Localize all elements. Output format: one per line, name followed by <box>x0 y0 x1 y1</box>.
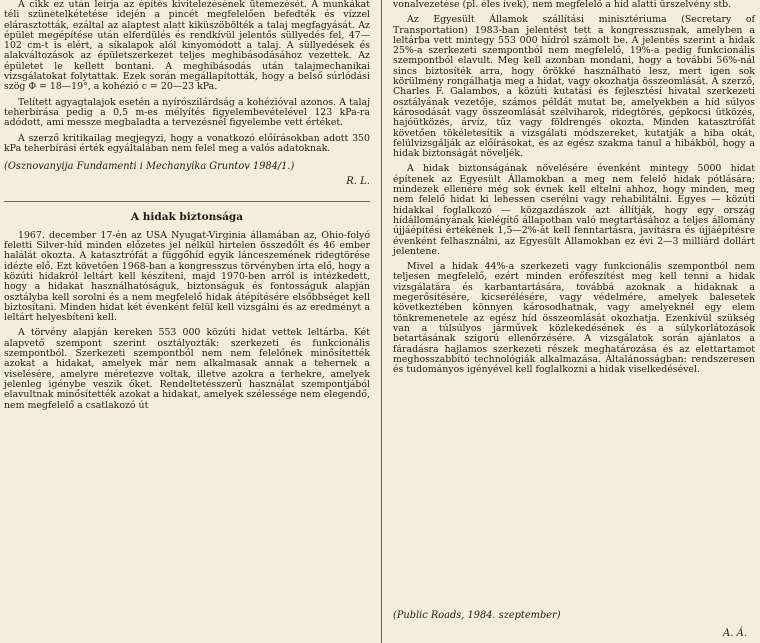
left-paragraph-3: A szerző kritikailag megjegyzi, hogy a vonatkozó előírásokban adott 350 kPa teherbírási érték egyáltalában nem felel meg a valós adatoknak. <box>4 132 370 154</box>
section-divider <box>4 201 370 202</box>
left-paragraph-5: A törvény alapján kereken 553 000 közúti hidat vettek leltárba. Két alapvető szempont szerint osztályozták: szerkezeti és funkcionális szempontból. Szerkezeti szempontból nem nem felelőnek minősítették azokat a hidakat, amelyek már nem alkalmasak annak a tehernek a viselésére, amelyre méretezve voltak, illetve azokra a terhekre, amelyek jelenleg igénybe veszik őket. Rendeltetésszerű használat szempontjából elavultnak minősítették azokat a hidakat, amelyek szélessége nem elegendő, nem megfelelő a csatlakozó út <box>4 327 370 411</box>
right-signature: A. Á. <box>723 627 747 639</box>
article-title: A hidak biztonsága <box>130 211 244 224</box>
left-citation: (Osznovanyija Fundamenti i Mechanyika Gruntov 1984/1.) <box>4 161 295 173</box>
right-citation: (Public Roads, 1984. szeptember) <box>393 609 561 621</box>
column-rule <box>381 0 382 643</box>
left-paragraph-4: 1967. december 17-én az USA Nyugat-Virginia államában az, Ohio-folyó feletti Silver-híd minden előzetes jel nélkül hirtelen összedőlt és 46 ember halálát okozta. A katasztrófát a függőhíd egyik lánceszemének ridegtörése idézte elő. Ezt követően 1968-ban a kongresszus törvényben írta elő, hogy a közúti hidakról leltárt kell készíteni, majd 1970-ben arról is intézkedett, hogy a hidakat használhatóságuk, biztonságuk és fontosságuk alapján osztályba kell sorolni és a nem megfelelő hidak átépítésére elsőbbséget kell biztosítani. Minden hidat két évenként felül kell vizsgálni és az eredményt a leltárt helyesbíteni kell. <box>4 229 370 324</box>
left-paragraph-2: Telített agyagtalajok esetén a nyírószilárdság a kohézióval azonos. A talaj teherbírása pedig a 0,5 m-es mélyítés figyelembevételével 123 kPa-ra adódott, ami messze megbaladta a tervezésnél figyelembe vett értéket. <box>4 96 370 129</box>
right-paragraph-4: Mivel a hidak 44%-a szerkezeti vagy funkcionális szempontból nem teljesen megfelelő, ezért minden erőfeszítést meg kell tenni a hidak vizsgálatára és karbantartására, továbbá azoknak a hidaknak a megerősítésére, kicserélésére, vagy védelmére, amelyek balesetek következtében könnyen károsodhatnak, vagy amelyeknél egy elem tönkremenetele az egész híd összeomlását okozhatja. Ezenkívül szükség van a túlsúlyos járművek közlekedésének és a súlykorlátozások betartásának szigorú ellenőrzésére. A vizsgálatok során ajánlatos a fáradásra hajlamos szerkezeti részek meghatározása és az elettartamot meghosszabbító technológiák alkalmazása. Általánosságban: rendszeresen és tudományos igényével kell foglalkozni a hidak viselkedésével. <box>393 261 755 376</box>
right-paragraph-1: vonalvezetése (pl. éles ívek), nem megfelelő a híd alatti űrszelvény stb. <box>393 0 732 10</box>
right-paragraph-3: A hidak biztonságának növelésére évenként mintegy 5000 hidat építenek az Egyesült Államokban a meg nem felelő hidak pótlására; mindezek ellenére még sok évnek kell eltelni ahhoz, hogy minden, meg nem felelő hidat ki lehessen cserélni vagy rehabilitálni. Egyes — közúti hidakkal foglalkozó — közgazdászok azt állítják, hogy egy ország hídállományának kielégítő állapotban való megtartásához a teljes állomány újjáépítési értékének 1,5—2%-át kell fenntartásra, javításra és újjáépítésre évenként felhasználni, az Egyesült Államokban ez évi 2—3 milliárd dollárt jelentene. <box>393 163 755 257</box>
right-paragraph-2: Az Egyesült Államok szállítási minisztériuma (Secretary of Transportation) 1983-ban jelentést tett a kongresszusnak, amelyben a leltárba vett mintegy 553 000 hídról számolt be. A jelentés szerint a hidak 25%-a szerkezeti szempontból nem megfelelő, 19%-a pedig funkcionális szempontból elavult. Meg kell azonban mondani, hogy a további 56%-nál sincs biztosíték arra, hogy örökké használható lesz, mert igen sok körülmény rongálhatja meg a hidat, vagy okozhatja összeomlását. A szerző, Charles F. Galambos, a közúti kutatási és fejlesztési hivatal szerkezeti osztályának vezetője, számos példát mutat be, amelyekben a híd súlyos károsodását vagy összeomlását szélviharok, ridegtörés, gépkocsi ütközés, hajóütközés, árvíz, tűz vagy földrengés okozta. Minden katasztrófát követően tökéletesítik a vizsgálati módszereket, kutatják a hiba okát, felülvizsgálják az előírásokat, és az egész szakma tanul a hibákból, hogy a hidak biztonságát növeljék. <box>393 14 755 160</box>
left-signature: R. L. <box>346 176 370 188</box>
left-paragraph-1: A cikk ez után leírja az építés kivitelezésének ütemezését. A munkákat téli szünetelkétetése idején a pincét megfelelően befedték és vízzel elárasztották, ezáltal az alaptest alatt kiküszöbölték a talaj megfagyását. Az épület megépítése után elferdülés és rendkívül jelentős süllyedés fel, 47—102 cm-t is elért, a síkalapok alól kinyomódott a talaj. A süllyedések és alakváltozások az épületszerkezet teljes meghibásodásához vezettek. Az épületet le kellett bontani. A meghibásodás után talajmechanikai vizsgálatokat folytattak. Ezek során megállapították, hogy a belső súrlódási szög Φ = 18—19°, a kohézió c = 20—23 kPa. <box>4 0 370 93</box>
right-column <box>393 0 755 643</box>
left-column <box>4 0 370 411</box>
